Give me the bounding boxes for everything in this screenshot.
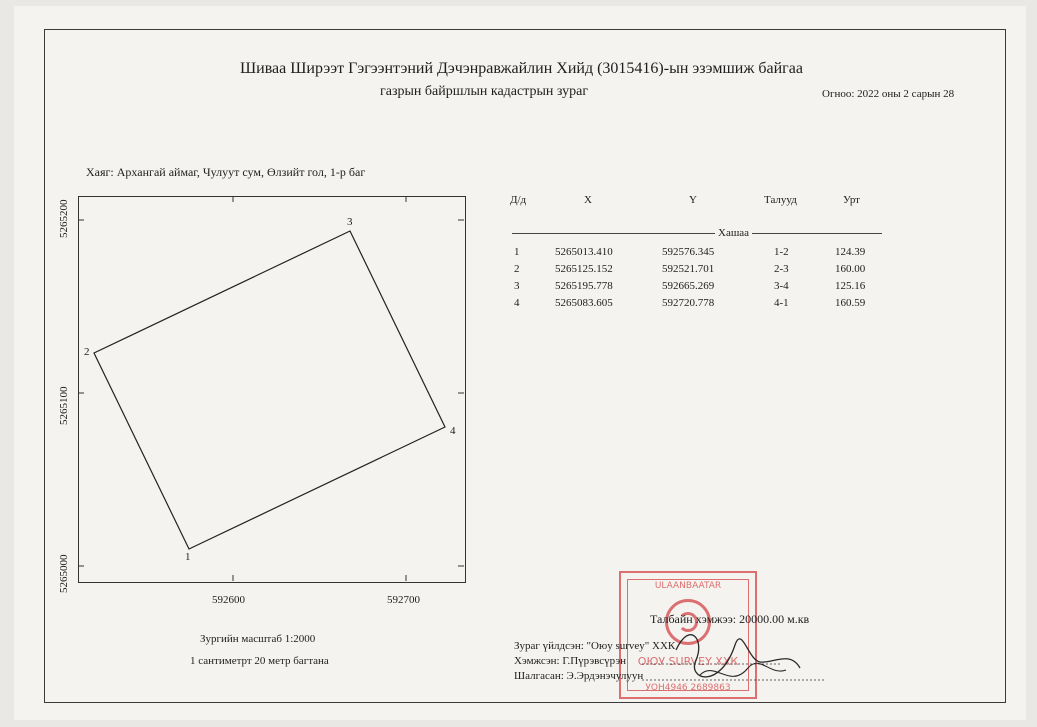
point-label: 4 [450, 425, 456, 437]
cadastral-map [78, 196, 466, 583]
table-cell: 4-1 [774, 297, 789, 309]
made-by-text: Зураг үйлдсэн: "Оюу survey" ХХК [514, 640, 676, 652]
table-cell: 592665.269 [662, 280, 715, 292]
checked-by-text: Шалгасан: Э.Эрдэнэчулуун [514, 670, 644, 682]
table-header: Y [689, 194, 697, 206]
table-cell: 5265083.605 [555, 297, 613, 309]
point-label: 2 [84, 346, 90, 358]
table-cell: 5265013.410 [555, 246, 613, 258]
table-header: X [584, 194, 592, 206]
table-cell: 592521.701 [662, 263, 715, 275]
table-cell: 125.16 [835, 280, 866, 292]
table-cell: 592576.345 [662, 246, 715, 258]
table-cell: 2-3 [774, 263, 789, 275]
point-label: 1 [185, 551, 191, 563]
point-label: 3 [347, 216, 353, 228]
table-header: Талууд [764, 194, 797, 206]
document-subtitle: газрын байршлын кадастрын зураг [380, 84, 589, 99]
stamp-company: ОЮУ SURVEY ХХК [637, 655, 739, 668]
area-text: Талбайн хэмжээ: 20000.00 м.кв [650, 612, 810, 626]
stamp-number: УОН4946 2689863 [645, 683, 731, 693]
table-cell: 124.39 [835, 246, 866, 258]
document-title: Шиваа Ширээт Гэгээнтэний Дэчэнравжайлин Хийд (3015416)-ын эзэмшиж байгаа [240, 60, 803, 77]
table-cell: 1-2 [774, 246, 789, 258]
table-header: Д/д [510, 194, 527, 206]
y-tick-label: 5265200 [58, 199, 70, 238]
section-divider [512, 233, 882, 234]
table-cell: 160.00 [835, 263, 866, 275]
address-text: Хаяг: Архангай аймаг, Чулуут сум, Өлзийт гол, 1-р баг [86, 165, 366, 179]
table-cell: 1 [514, 246, 520, 258]
table-cell: 2 [514, 263, 520, 275]
x-tick-label: 592600 [212, 594, 245, 606]
y-tick-label: 5265000 [58, 554, 70, 593]
stamp-city: ULAANBAATAR [654, 581, 722, 591]
scale-note: 1 сантиметрт 20 метр багтана [190, 655, 329, 667]
table-cell: 5265125.152 [555, 263, 613, 275]
table-cell: 5265195.778 [555, 280, 613, 292]
table-cell: 160.59 [835, 297, 866, 309]
scale-text: Зургийн масштаб 1:2000 [200, 633, 316, 645]
table-cell: 3 [514, 280, 520, 292]
table-cell: 3-4 [774, 280, 789, 292]
measured-by-text: Хэмжсэн: Г.Пүрэвсүрэн [514, 655, 627, 667]
table-cell: 4 [514, 297, 520, 309]
table-header: Урт [843, 194, 860, 206]
section-label: Хашаа [715, 227, 752, 239]
document-date: Огноо: 2022 оны 2 сарын 28 [822, 88, 955, 100]
y-tick-label: 5265100 [58, 386, 70, 425]
x-tick-label: 592700 [387, 594, 420, 606]
table-cell: 592720.778 [662, 297, 715, 309]
